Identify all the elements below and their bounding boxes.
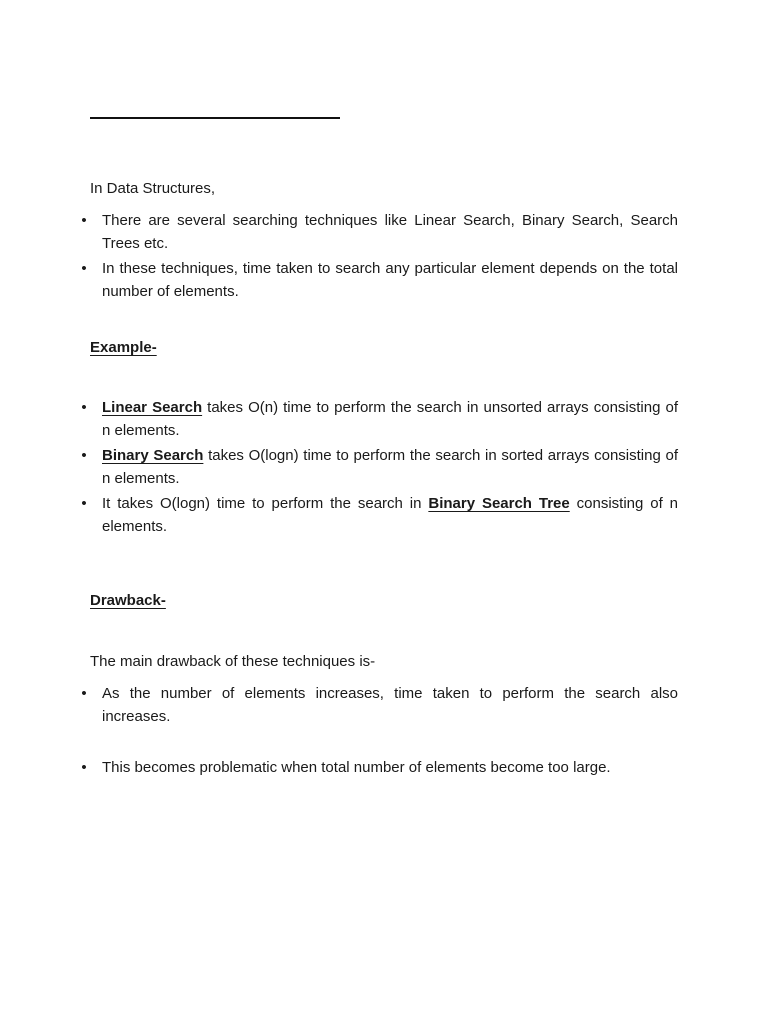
term-binary-search: Binary Search (102, 447, 204, 464)
intro-text: In Data Structures, (90, 180, 216, 197)
bullet-text: In these techniques, time taken to search any particular element depends on the total number of elements. (102, 260, 678, 300)
bullet-icon: • (81, 685, 87, 702)
bullet-icon: • (81, 399, 87, 416)
list-item (78, 444, 678, 490)
bullet-icon: • (81, 495, 87, 512)
bullet-text: consisting of n elements. (102, 495, 678, 535)
bullet-text: takes O(logn) time to perform the search in sorted arrays consisting of n elements. (102, 447, 678, 487)
list-item (78, 209, 678, 255)
bullet-text: As the number of elements increases, time taken to perform the search also increases. (102, 685, 678, 725)
bullet-text: This becomes problematic when total number of elements become too large. (102, 759, 611, 776)
intro-bullet-list (78, 209, 678, 305)
bullet-icon: • (81, 759, 87, 776)
example-bullet-list (78, 396, 678, 540)
drawback-bullet-list-2 (78, 756, 678, 781)
bullet-icon: • (81, 260, 87, 277)
list-item (78, 492, 678, 538)
bullet-text: There are several searching techniques like Linear Search, Binary Search, Search Trees etc. (102, 212, 678, 252)
example-heading: Example- (90, 339, 157, 356)
list-item (78, 396, 678, 442)
list-item (78, 257, 678, 303)
drawback-intro-text: The main drawback of these techniques is- (90, 653, 376, 670)
bullet-text: takes O(n) time to perform the search in unsorted arrays consisting of n elements. (102, 399, 678, 439)
title-underline-rule (90, 117, 340, 119)
bullet-text: It takes O(logn) time to perform the search in (102, 495, 429, 512)
term-binary-search-tree: Binary Search Tree (428, 495, 570, 512)
bullet-icon: • (81, 447, 87, 464)
term-linear-search: Linear Search (102, 399, 203, 416)
drawback-bullet-list (78, 682, 678, 730)
list-item (78, 756, 678, 779)
list-item (78, 682, 678, 728)
bullet-icon: • (81, 212, 87, 229)
drawback-heading: Drawback- (90, 592, 166, 609)
